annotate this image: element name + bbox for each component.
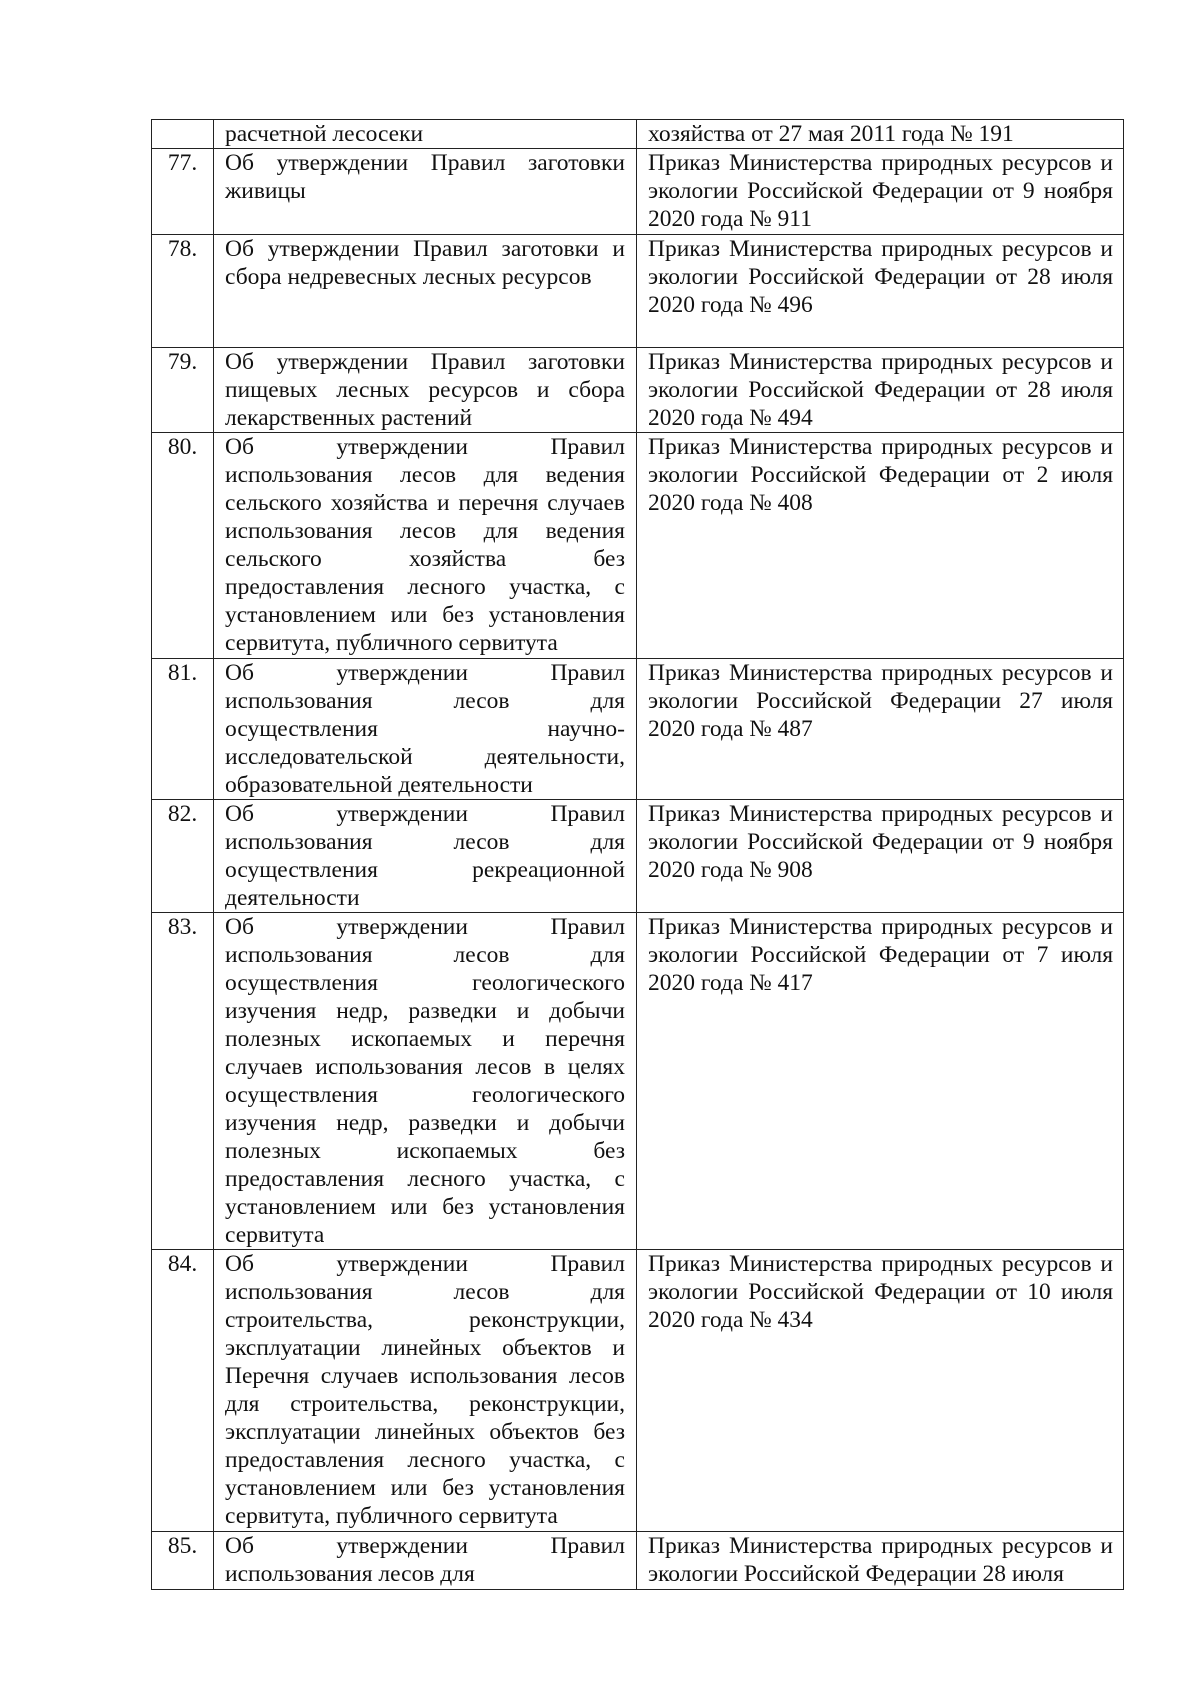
row-number: 84. — [152, 1250, 214, 1532]
act-reference: Приказ Министерства природных ресурсов и экологии Российской Федерации от 9 ноября 2020 года № 911 — [637, 149, 1124, 235]
act-title: Об утверждении Правил использования лесов для осуществления научно-исследовательской деятельности, образовательной деятельности — [214, 659, 637, 800]
row-number: 77. — [152, 149, 214, 235]
act-reference: Приказ Министерства природных ресурсов и экологии Российской Федерации 27 июля 2020 года № 487 — [637, 659, 1124, 800]
act-reference: хозяйства от 27 мая 2011 года № 191 — [637, 120, 1124, 149]
row-number: 79. — [152, 348, 214, 433]
table-row — [152, 659, 1124, 800]
act-title: Об утверждении Правил использования лесов для — [214, 1532, 637, 1590]
act-reference: Приказ Министерства природных ресурсов и экологии Российской Федерации от 28 июля 2020 года № 494 — [637, 348, 1124, 433]
act-title: Об утверждении Правил использования лесов для ведения сельского хозяйства и перечня случаев использования лесов для ведения сельского хозяйства без предоставления лесного участка, с установлением или без установления сервитута, публичного сервитута — [214, 433, 637, 659]
table-row — [152, 348, 1124, 433]
row-number: 78. — [152, 235, 214, 348]
act-title: Об утверждении Правил заготовки пищевых лесных ресурсов и сбора лекарственных растений — [214, 348, 637, 433]
act-title: Об утверждении Правил использования лесов для осуществления геологического изучения недр, разведки и добычи полезных ископаемых и перечня случаев использования лесов в целях осуществления геологического изучения недр, разведки и добычи полезных ископаемых без предоставления лесного участка, с установлением или без установления сервитута — [214, 913, 637, 1250]
row-number — [152, 120, 214, 149]
row-number: 85. — [152, 1532, 214, 1590]
row-number: 83. — [152, 913, 214, 1250]
table-row — [152, 913, 1124, 1250]
act-title: Об утверждении Правил заготовки живицы — [214, 149, 637, 235]
table-row — [152, 433, 1124, 659]
row-number: 82. — [152, 800, 214, 913]
table-row — [152, 800, 1124, 913]
act-reference: Приказ Министерства природных ресурсов и экологии Российской Федерации от 7 июля 2020 года № 417 — [637, 913, 1124, 1250]
act-reference: Приказ Министерства природных ресурсов и экологии Российской Федерации 28 июля — [637, 1532, 1124, 1590]
table-row — [152, 1532, 1124, 1590]
act-reference: Приказ Министерства природных ресурсов и экологии Российской Федерации от 9 ноября 2020 года № 908 — [637, 800, 1124, 913]
act-reference: Приказ Министерства природных ресурсов и экологии Российской Федерации от 2 июля 2020 года № 408 — [637, 433, 1124, 659]
act-title: Об утверждении Правил использования лесов для строительства, реконструкции, эксплуатации линейных объектов и Перечня случаев использования лесов для строительства, реконструкции, эксплуатации линейных объектов без предоставления лесного участка, с установлением или без установления сервитута, публичного сервитута — [214, 1250, 637, 1532]
table-row — [152, 149, 1124, 235]
table-row — [152, 235, 1124, 348]
act-title: расчетной лесосеки — [214, 120, 637, 149]
act-reference: Приказ Министерства природных ресурсов и экологии Российской Федерации от 28 июля 2020 года № 496 — [637, 235, 1124, 348]
act-title: Об утверждении Правил использования лесов для осуществления рекреационной деятельности — [214, 800, 637, 913]
row-number: 80. — [152, 433, 214, 659]
row-number: 81. — [152, 659, 214, 800]
table-row — [152, 120, 1124, 149]
legal-acts-table — [151, 119, 1124, 1590]
table-row — [152, 1250, 1124, 1532]
act-title: Об утверждении Правил заготовки и сбора недревесных лесных ресурсов — [214, 235, 637, 348]
act-reference: Приказ Министерства природных ресурсов и экологии Российской Федерации от 10 июля 2020 года № 434 — [637, 1250, 1124, 1532]
